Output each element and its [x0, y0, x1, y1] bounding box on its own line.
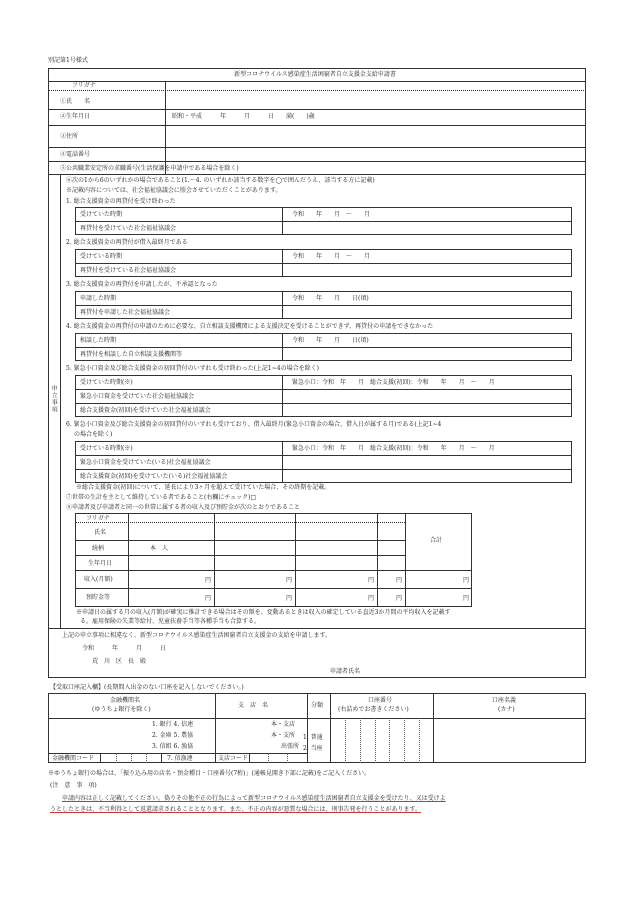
inst-option-1[interactable]: 1. 銀行 4. 信連	[152, 721, 194, 728]
case5-emergency-council-label: 緊急小口資金を受けていた社会福祉協議会	[80, 393, 195, 400]
bank-type-header: 分類	[311, 702, 324, 709]
household-name-label: 氏名	[94, 529, 107, 536]
yen-unit: 円	[205, 577, 212, 584]
applicant-name-label: 申請者氏名	[330, 668, 361, 675]
case6-heading-cont: の場合を除く)	[74, 431, 113, 438]
declaration: 上記の申立事項に相違なく、新型コロナウイルス感染症生活困窮者自立支援金の支給を申請します。	[62, 632, 332, 639]
case2-council-label: 再貸付を受けている社会福祉協議会	[80, 267, 177, 274]
case6-general-council-label: 総合支援資金(初回)を受けていた(いる)社会福祉協議会	[80, 473, 228, 480]
side-label: 申立事項	[50, 385, 58, 413]
application-date[interactable]: 令和 年 月 日	[82, 645, 167, 652]
inst-code-label: 金融機関コード	[52, 755, 95, 762]
account-type-option-2[interactable]: 2. 当座	[303, 745, 323, 752]
bank-holder-header: 口座名義	[492, 697, 517, 704]
bank-section-heading: 【受取口座記入欄】(長期間入出金のない口座を記入しないでください。)	[50, 684, 244, 691]
case1-heading: 1. 総合支援資金の再貸付を受け終わった	[66, 198, 176, 205]
section8-label: ⑧申請者及び申請者と同一の世帯に属する者の収入及び預貯金が次のとおりであること	[66, 504, 301, 511]
household-table	[75, 513, 472, 607]
branch-option-1[interactable]: 本・支店	[271, 721, 296, 728]
caution-text: 申請内容は正しく記載してください。偽りその他不正の行為によって新型コロナウイルス感染症生活困窮者自立支援金を受けたり、又は受けよ	[62, 795, 446, 802]
case5-general-council-label: 総合支援資金(初回)を受けていた社会福祉協議会	[80, 407, 211, 414]
yen-unit: 円	[463, 577, 470, 584]
extension-note: ※総合支援資金(初回)について、延長により3ヶ月を超えて受けていた場合、その終期を記載。	[76, 484, 331, 491]
household-income-label: 収入(月額)	[84, 576, 113, 583]
section6-intro: ⑥次の1から6のいずれかの場合であること(1.～4. のいずれか該当する数字を◯で囲んだうえ、該当する方に記載)	[66, 177, 375, 184]
household-birth-label: 生年月日	[88, 560, 113, 567]
form-number: 別記第1号様式	[48, 57, 88, 64]
name-field[interactable]	[166, 91, 585, 109]
account-type-option-1[interactable]: 1. 普通	[303, 734, 323, 741]
yen-unit: 円	[286, 595, 293, 602]
caution-text-cont: うとしたときは、不当利得として返還請求されることとなります。また、不正の内容が悪質な場合には、刑事告発を行うことがあります。	[50, 806, 422, 813]
inst-option-3[interactable]: 3. 信組 6. 漁協	[152, 743, 194, 750]
case1-period-field[interactable]: 令和 年 月 ～ 月	[292, 211, 371, 218]
bank-institution-subheader: (ゆうちょ銀行を除く)	[92, 706, 151, 713]
case4-period-field[interactable]: 令和 年 月 日(頃)	[292, 337, 369, 344]
inst-option-2[interactable]: 2. 金庫 5. 農協	[152, 732, 194, 739]
yen-unit: 円	[396, 577, 403, 584]
case3-council-label: 再貸付を申請した社会福祉協議会	[80, 309, 171, 316]
phone-field[interactable]	[166, 148, 585, 160]
account-holder-field[interactable]	[434, 719, 585, 762]
case6-period-field[interactable]: 緊急小口：令和 年 月 総合支援(初回)：令和 年 月 ～ 月	[292, 445, 495, 452]
yen-unit: 円	[368, 577, 375, 584]
case6-heading: 6. 緊急小口資金及び総合支援資金の初回貸付のいずれも受けており、借入最終月(緊急小口資金の場合、借入日が属する月)である(上記1~4	[66, 421, 442, 428]
form-title: 新型コロナウイルス感染症生活困窮者自立支援金支給申請書	[234, 71, 396, 78]
name-label: ①氏 名	[60, 98, 91, 105]
birth-field[interactable]: 昭和・平成 年 月 日 満( )歳	[172, 113, 315, 120]
addressee: 荒 川 区 長 殿	[92, 658, 147, 665]
case6-period-label: 受けている時期(※)	[80, 445, 133, 452]
bank-branch-header: 支 店 名	[238, 702, 269, 709]
bank-account-subheader: (右詰めでお書きください)	[338, 706, 409, 713]
inst-option-4[interactable]: 7. 信漁連	[167, 755, 193, 762]
account-number-field[interactable]	[331, 719, 432, 762]
branch-option-2[interactable]: 本・支所	[271, 732, 296, 739]
case3-period-field[interactable]: 令和 年 月 日(頃)	[292, 295, 369, 302]
address-field[interactable]	[166, 126, 585, 146]
section7-label: ⑦世帯の生計を主として維持している者であること(右欄にチェック)□	[66, 494, 257, 501]
case4-period-label: 相談した時期	[80, 337, 117, 344]
yen-unit: 円	[396, 595, 403, 602]
bank-institution-header: 金融機関名	[110, 697, 141, 704]
yucho-note: ※ゆうちょ銀行の場合は、「振り込み用の店名・預金種目・口座番号(7桁)」(通帳見開き下部に記載)をご記入ください。	[48, 770, 371, 777]
case5-heading: 5. 緊急小口資金及び総合支援資金の初回貸付のいずれも受け終わった(上記1~4の場合を除く)	[66, 365, 319, 372]
yen-unit: 円	[205, 595, 212, 602]
household-total-label: 合計	[430, 537, 443, 544]
branch-code-label: 支店コード	[218, 755, 249, 762]
case5-period-label: 受けていた時期(※)	[80, 379, 133, 386]
section6-note: ※記載内容については、社会福祉協議会に照会させていただくことがあります。	[66, 187, 282, 194]
yen-unit: 円	[368, 595, 375, 602]
case3-heading: 3. 総合支援資金の再貸付を申請したが、不承認となった	[66, 281, 218, 288]
case4-heading: 4. 総合支援資金の再貸付の申請のために必要な、自立相談支援機関による支援決定を受けることができず、再貸付の申請をできなかった	[66, 323, 434, 330]
case4-agency-label: 再貸付を相談した自立相談支援機関等	[80, 351, 183, 358]
household-savings-label: 預貯金等	[86, 594, 111, 601]
income-note-cont: る。雇用保険の失業等給付、児童扶養手当等各種手当も合算する。	[80, 618, 261, 625]
case5-period-field[interactable]: 緊急小口：令和 年 月 総合支援(初回)：令和 年 月 ～ 月	[292, 379, 495, 386]
yen-unit: 円	[286, 577, 293, 584]
case2-period-label: 受けている時期	[80, 253, 123, 260]
job-number-label: ⑤公共職業安定所の求職番号(生活保護を申請中である場合を除く)	[60, 165, 239, 172]
case3-period-label: 申請した時期	[80, 295, 117, 302]
bank-account-header: 口座番号	[368, 697, 393, 704]
case1-council-label: 再貸付を受けていた社会福祉協議会	[80, 225, 177, 232]
case2-period-field[interactable]: 令和 年 月 ～ 月	[292, 253, 371, 260]
case6-emergency-council-label: 緊急小口資金を受けていた(いる)社会福祉協議会	[80, 459, 211, 466]
birth-label: ②生年月日	[60, 113, 91, 120]
phone-label: ④電話番号	[60, 151, 91, 158]
case1-period-label: 受けていた時期	[80, 211, 123, 218]
income-note: ※申請日の属する月の収入(月額)が確実に推計できる場合はその額を、変動あるときは収入の確定している直近3か月間の平均収入を記載す	[76, 609, 451, 616]
household-furigana-label: フリガナ	[86, 515, 110, 522]
household-self: 本 人	[150, 545, 169, 552]
address-label: ③住所	[60, 133, 79, 140]
household-relation-label: 続柄	[92, 545, 105, 552]
yen-unit: 円	[463, 595, 470, 602]
bank-holder-subheader: (カナ)	[498, 706, 515, 713]
furigana-label: フリガナ	[72, 82, 96, 89]
branch-option-3[interactable]: 出張所	[281, 743, 300, 750]
caution-heading: (注 意 事 項)	[50, 782, 97, 789]
case2-heading: 2. 総合支援資金の再貸付が借入最終月である	[66, 239, 188, 246]
